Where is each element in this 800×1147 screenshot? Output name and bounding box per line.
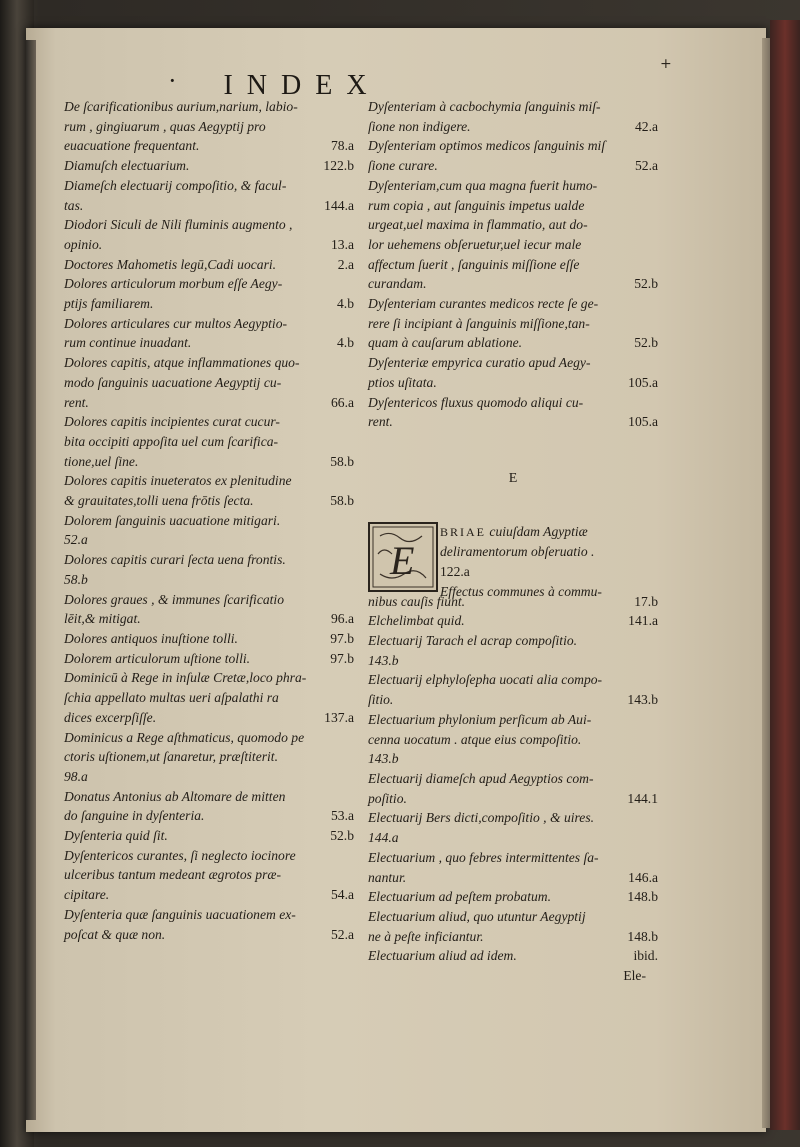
entry-line: modo ſanguinis uacuatione Aegyptij cu- (64, 374, 282, 390)
entry-line: Elchelimbat quid. 141.a (368, 611, 658, 631)
entry-line: Dolorem ſanguinis uacuatione mitigari. (64, 512, 281, 528)
entry-line: & grauitates,tolli uena frōtis ſecta. 58.b (64, 491, 354, 511)
entry-line: Dolores articulares cur multos Aegyptio- (64, 315, 288, 331)
entry-line: Electuarij Bers dicti,compoſitio , & uires. (368, 810, 595, 826)
index-entry (368, 176, 658, 294)
entry-line: nantur. 146.a (368, 868, 658, 888)
entry-line: Dolores capitis incipientes curat cucur- (64, 414, 280, 430)
entry-line: rent. 66.a (64, 393, 354, 413)
entry-line: Electuarij diameſch apud Aegyptios com- (368, 770, 594, 786)
entry-line: Electuarium aliud, quo utuntur Aegyptij (368, 908, 586, 924)
index-entry (64, 550, 354, 589)
page-reference: 52.b (634, 276, 658, 292)
page-reference: 4.b (337, 335, 354, 351)
entry-line: rent. 105.a (368, 412, 658, 432)
index-entry (64, 274, 354, 313)
book-spine (770, 20, 800, 1130)
entry-line: ptijs familiarem. 4.b (64, 294, 354, 314)
entry-line: Dyſenteriam optimos medicos ſanguinis miſ (368, 138, 606, 154)
index-column-right (368, 97, 658, 986)
entry-line: 52.a (64, 532, 88, 548)
entry-line: Dyſenteriæ empyrica curatio apud Aegy- (368, 355, 591, 371)
corner-mark: + (660, 56, 672, 72)
entry-line: Diamuſch electuarium. 122.b (64, 156, 354, 176)
index-entry (368, 808, 658, 847)
entry-line: rum , gingiuarum , quas Aegyptij pro (64, 118, 266, 134)
page-reference: 4.b (337, 296, 354, 312)
entry-line: 144.a (368, 830, 399, 846)
index-entry (368, 97, 658, 136)
index-entry (64, 412, 354, 471)
page-reference: 13.a (330, 236, 354, 252)
entry-line: Electuarij Tarach el acrap compoſitio. (368, 633, 578, 649)
entries-d-continued (368, 97, 658, 432)
index-entry (64, 156, 354, 176)
page-reference: 52.a (330, 926, 354, 942)
page-reference: 141.a (628, 613, 658, 629)
entry-line: dices excerpſiſſe. 137.a (64, 708, 354, 728)
index-entry (368, 946, 658, 966)
entry-line: tas. 144.a (64, 196, 354, 216)
section-letter: E (508, 470, 518, 486)
entry-line: urgeat,uel maxima in flammatio, aut do- (368, 217, 588, 233)
entry-line: Dominicus a Rege aſthmaticus, quomodo pe (64, 729, 305, 745)
entry-line: cipitare. 54.a (64, 885, 354, 905)
entry-line: curandam. 52.b (368, 274, 658, 294)
page-reference: 96.a (330, 611, 354, 627)
index-entry (64, 215, 354, 254)
entry-line: Dolores antiquos inuſtione tolli. 97.b (64, 629, 354, 649)
index-entry (64, 471, 354, 510)
decorated-initial-e (368, 522, 438, 592)
page-reference: 148.b (627, 889, 658, 905)
index-entry (368, 769, 658, 808)
initial-entry (368, 522, 658, 599)
index-entry (64, 314, 354, 353)
page-binding (26, 40, 36, 1120)
catchword: Ele- (623, 968, 646, 984)
entry-line: affectum ſuerit , ſanguinis miſſione eſſe (368, 256, 580, 272)
entry-line: Dolores capitis, atque inflammationes quo- (64, 355, 300, 371)
page-reference: 52.b (330, 828, 354, 844)
page-reference: 52.b (634, 335, 658, 351)
entry-line: do ſanguine in dyſenteria. 53.a (64, 806, 354, 826)
entry-line: Donatus Antonius ab Altomare de mitten (64, 788, 286, 804)
index-entry (64, 728, 354, 787)
index-entry (368, 848, 658, 887)
index-entry (64, 255, 354, 275)
entry-line: De ſcarificationibus aurium,narium, labio- (64, 99, 298, 114)
entry-line: Diodori Siculi de Nili fluminis augmento , (64, 217, 293, 233)
entry-line: Electuarij elphyloſepha uocati alia compo- (368, 672, 603, 688)
page-reference: 144.a (324, 197, 354, 213)
page-title: INDEX (223, 70, 381, 101)
entry-line: lēit,& mitigat. 96.a (64, 609, 354, 629)
entry-line: ptios uſitata. 105.a (368, 373, 658, 393)
entry-line: bita occipiti appoſita uel cum ſcarifica- (64, 433, 279, 449)
page-reference: 42.a (634, 118, 658, 134)
index-column-left (64, 97, 354, 944)
page-reference: 148.b (627, 928, 658, 944)
page-reference: 58.b (330, 453, 354, 469)
entry-line: Dolores graues , & immunes ſcarificatio (64, 591, 285, 607)
initial-entry-text: BRIAE cuiuſdam Agyptiæ deliramentorum obſeruatio . 122.a Effectus communes à commu- (440, 523, 602, 599)
entry-line: Dyſenteria quid ſit. 52.b (64, 826, 354, 846)
entry-line: Dolorem articulorum uſtione tolli. 97.b (64, 649, 354, 669)
index-entry (368, 393, 658, 432)
page-reference: 66.a (330, 394, 354, 410)
entry-line: Diameſch electuarij compoſitio, & facul- (64, 177, 287, 193)
entry-line: Dolores capitis inueteratos ex plenitudine (64, 473, 292, 489)
page-reference: 52.a (634, 158, 658, 174)
entry-line: ctoris uſtionem,ut ſanaretur, præſtiterit. (64, 749, 278, 765)
page-reference: 105.a (628, 414, 658, 430)
index-entry (368, 907, 658, 946)
index-entry (368, 353, 658, 392)
entry-line: Dyſenteria quæ ſanguinis uacuationem ex- (64, 906, 296, 922)
page-reference: 2.a (337, 256, 354, 272)
page-reference: 144.1 (627, 790, 658, 806)
page-reference: 58.b (330, 493, 354, 509)
page-reference: 53.a (330, 808, 354, 824)
index-entry (64, 787, 354, 826)
index-entry (368, 710, 658, 769)
page-reference: 17.b (634, 593, 658, 609)
svg-text:E: E (390, 537, 415, 583)
entry-line: Dolores capitis curari ſecta uena frontis. (64, 552, 286, 568)
entry-line: Dyſentericos fluxus quomodo aliqui cu- (368, 394, 584, 410)
page-reference: 105.a (628, 374, 658, 390)
entry-line: Electuarium phylonium perſicum ab Aui- (368, 711, 592, 727)
index-entry (368, 670, 658, 709)
entry-line: ſitio. 143.b (368, 690, 658, 710)
index-entry (368, 887, 658, 907)
entry-line: Electuarium aliud ad idem. ibid. (368, 946, 658, 966)
entry-line: poſitio. 144.1 (368, 789, 658, 809)
entry-line: Dominicū à Rege in inſulæ Cretæ,loco phra- (64, 670, 307, 686)
entry-line: ſione non indigere. 42.a (368, 117, 658, 137)
page-reference: 122.b (323, 158, 354, 174)
entry-line: euacuatione frequentant. 78.a (64, 136, 354, 156)
page-reference: 54.a (330, 887, 354, 903)
entry-line: 143.b (368, 652, 399, 668)
entry-line: Dolores articulorum morbum eſſe Aegy- (64, 276, 283, 292)
entry-line: quam à cauſarum ablatione. 52.b (368, 333, 658, 353)
entry-line: opinio. 13.a (64, 235, 354, 255)
index-entry (64, 826, 354, 846)
entry-line: Electuarium , quo febres intermittentes ſa- (368, 849, 599, 865)
entry-line: tione,uel ſine. 58.b (64, 452, 354, 472)
entry-line: 58.b (64, 571, 88, 587)
index-entry (64, 97, 354, 156)
entry-line: 143.b (368, 751, 399, 767)
index-entry (64, 649, 354, 669)
entry-line: rum copia , aut ſanguinis impetus ualde (368, 197, 585, 213)
entry-line: poſcat & quæ non. 52.a (64, 925, 354, 945)
entry-line: Dyſenteriam,cum qua magna fuerit humo- (368, 177, 598, 193)
entries-e (368, 592, 658, 966)
entry-line: ulceribus tantum medeant ægrotos præ- (64, 867, 281, 883)
page-reference: 146.a (628, 869, 658, 885)
index-entry (64, 629, 354, 649)
entry-line: nibus cauſis fiunt. 17.b (368, 592, 658, 612)
entry-line: ſione curare. 52.a (368, 156, 658, 176)
entry-line: 98.a (64, 768, 88, 784)
entry-line: rere ſi incipiant à ſanguinis miſſione,tan- (368, 315, 590, 331)
index-entry (368, 294, 658, 353)
entry-line: ne à peſte inficiantur. 148.b (368, 927, 658, 947)
page-reference: 97.b (330, 630, 354, 646)
page-reference: 143.b (627, 692, 658, 708)
page-reference: 97.b (330, 650, 354, 666)
entry-line: Electuarium ad peſtem probatum. 148.b (368, 887, 658, 907)
entry-line: ſchia appellato multas ueri aſpalathi ra (64, 690, 279, 706)
index-entry (368, 611, 658, 631)
entry-line: Doctores Mahometis legū,Cadi uocari. 2.a (64, 255, 354, 275)
entry-line: Dyſenteriam curantes medicos recte ſe ge- (368, 296, 599, 312)
title-ornament: · (168, 66, 177, 95)
index-entry (64, 511, 354, 550)
index-entry (368, 136, 658, 175)
entry-line: Dyſenteriam à cacbochymia ſanguinis miſ- (368, 99, 601, 114)
index-entry (64, 590, 354, 629)
index-entry (64, 846, 354, 905)
entry-line: Dyſentericos curantes, ſi neglecto iocinore (64, 847, 296, 863)
page-reference: 78.a (330, 138, 354, 154)
page-reference: 137.a (324, 709, 354, 725)
index-entry (64, 668, 354, 727)
index-entry (64, 353, 354, 412)
index-entry (368, 631, 658, 670)
entry-line: lor uehemens obſeruetur,uel iecur male (368, 236, 582, 252)
page-reference: ibid. (633, 948, 658, 964)
entry-line: rum continue inuadant. 4.b (64, 333, 354, 353)
index-entry (64, 176, 354, 215)
entry-line: cenna uocatum . atque eius compoſitio. (368, 731, 582, 747)
index-entry (64, 905, 354, 944)
